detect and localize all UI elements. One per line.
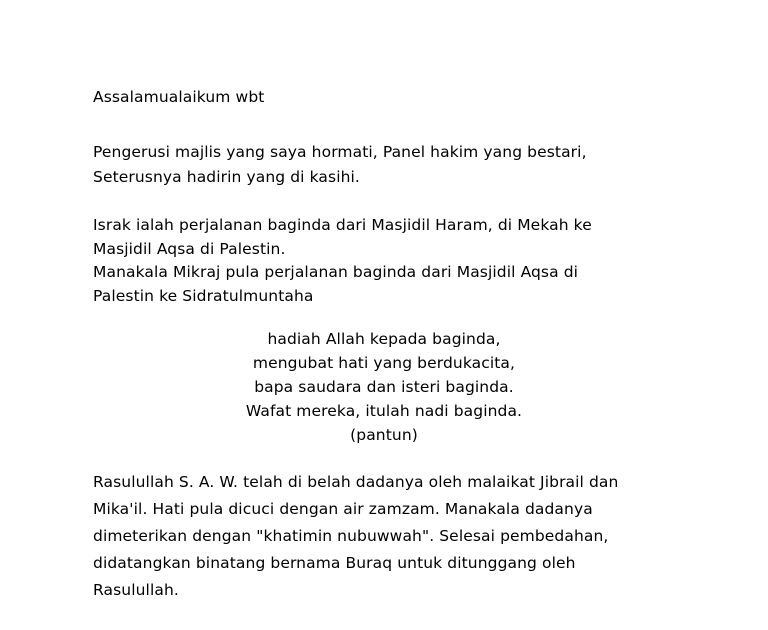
greeting-text: Assalamualaikum wbt xyxy=(93,88,265,106)
pantun-line-4-text: Wafat mereka, itulah nadi baginda. xyxy=(245,402,523,420)
story-line-3: dimeterikan dengan "khatimin nubuwwah". Selesai pembedahan, xyxy=(93,527,609,545)
intro-line-3: Manakala Mikraj pula perjalanan baginda dari Masjidil Aqsa di xyxy=(93,263,579,281)
pantun-line-4 xyxy=(0,402,768,420)
pantun-line-1-text: hadiah Allah kepada baginda, xyxy=(267,330,501,348)
story-line-5: Rasulullah. xyxy=(93,581,179,599)
intro-line-4: Palestin ke Sidratulmuntaha xyxy=(93,287,314,305)
story-line-2: Mika'il. Hati pula dicuci dengan air zamzam. Manakala dadanya xyxy=(93,500,593,518)
pantun-line-1 xyxy=(0,330,768,348)
opening-line-2: Seterusnya hadirin yang di kasihi. xyxy=(93,168,360,186)
pantun-line-3 xyxy=(0,378,768,396)
story-line-4: didatangkan binatang bernama Buraq untuk ditunggang oleh xyxy=(93,554,576,572)
pantun-line-3-text: bapa saudara dan isteri baginda. xyxy=(254,378,514,396)
intro-line-2: Masjidil Aqsa di Palestin. xyxy=(93,240,286,258)
opening-line-1: Pengerusi majlis yang saya hormati, Panel hakim yang bestari, xyxy=(93,143,587,161)
pantun-label-text: (pantun) xyxy=(350,426,418,444)
pantun-line-2-text: mengubat hati yang berdukacita, xyxy=(252,354,516,372)
story-line-1: Rasulullah S. A. W. telah di belah dadanya oleh malaikat Jibrail dan xyxy=(93,473,619,491)
pantun-line-2 xyxy=(0,354,768,372)
intro-line-1: Israk ialah perjalanan baginda dari Masjidil Haram, di Mekah ke xyxy=(93,216,592,234)
pantun-label xyxy=(0,426,768,444)
